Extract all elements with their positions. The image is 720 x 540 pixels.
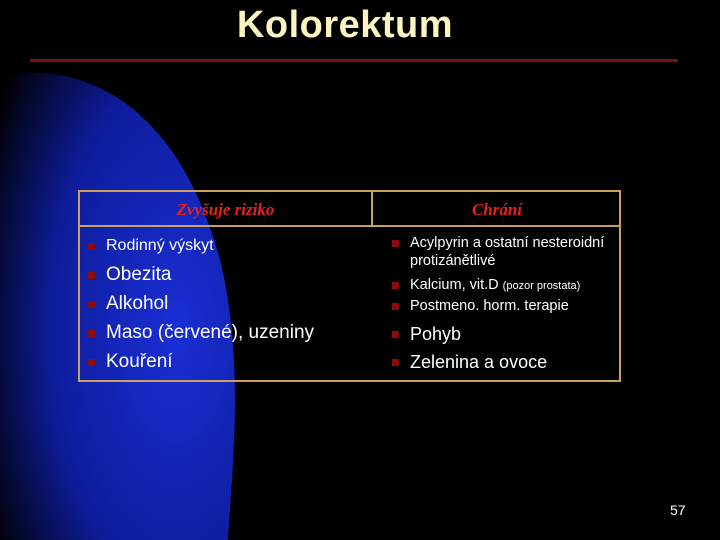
list-item: Zelenina a ovoce (392, 349, 617, 377)
list-item: Acylpyrin a ostatní nesteroidní protizánětlivé (392, 234, 617, 270)
header-underline (80, 225, 619, 227)
square-bullet-icon (88, 359, 95, 366)
square-bullet-icon (392, 331, 399, 338)
list-item: Pohyb (392, 321, 617, 349)
risk-list (88, 236, 314, 380)
heading-increases-risk: Zvyšuje riziko (176, 200, 275, 219)
page-number: 57 (670, 502, 686, 518)
list-item: Postmeno. horm. terapie (392, 297, 617, 315)
square-bullet-icon (88, 330, 95, 337)
list-item: Rodinný výskyt (88, 236, 314, 264)
protect-list (392, 234, 617, 377)
list-item: Kalcium, vit.D (pozor prostata) (392, 276, 617, 295)
title-underline (30, 59, 678, 62)
square-bullet-icon (392, 282, 399, 289)
list-item: Alkohol (88, 293, 314, 322)
list-item: Obezita (88, 264, 314, 293)
heading-protects: Chrání (471, 200, 523, 219)
square-bullet-icon (392, 303, 399, 310)
list-item: Kouření (88, 351, 314, 380)
square-bullet-icon (88, 301, 95, 308)
slide-title: Kolorektum (236, 4, 454, 46)
square-bullet-icon (88, 272, 95, 279)
risk-table (78, 190, 621, 382)
list-item: Maso (červené), uzeniny (88, 322, 314, 351)
square-bullet-icon (392, 240, 399, 247)
square-bullet-icon (88, 243, 95, 250)
square-bullet-icon (392, 359, 399, 366)
